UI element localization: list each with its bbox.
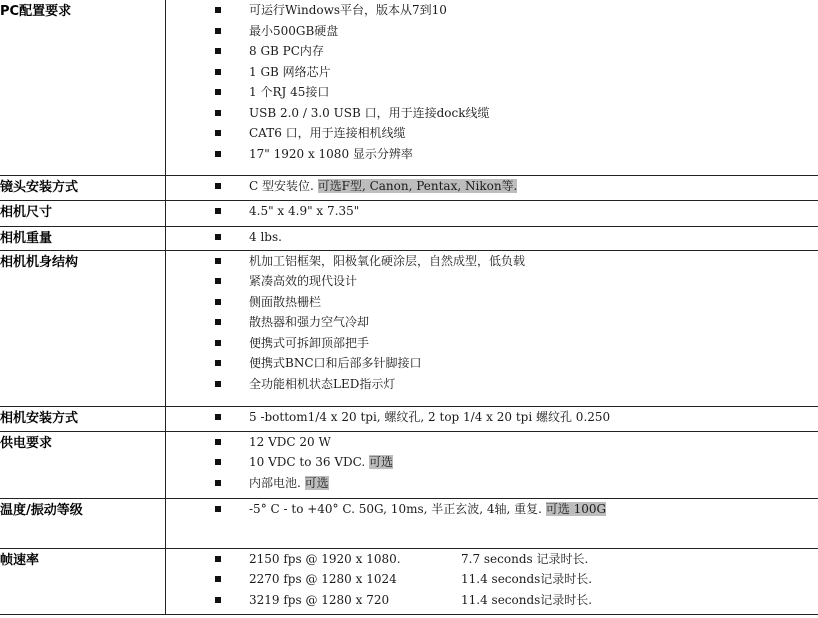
item-list	[166, 227, 818, 248]
row-label-camera-size: 相机尺寸	[0, 200, 166, 226]
spec-item: 8 GB PC内存	[166, 41, 818, 62]
spec-item	[166, 549, 818, 570]
spec-item: 4.5" x 4.9" x 7.35"	[166, 201, 818, 222]
spec-item-text: 内部电池.	[249, 475, 301, 490]
row-label-power: 供电要求	[0, 431, 166, 498]
spec-item-text: 2270 fps @ 1280 x 1024	[249, 572, 397, 586]
spec-item: 5 -bottom1/4 x 20 tpi, 螺纹孔, 2 top 1/4 x 20 tpi 螺纹孔 0.250	[166, 407, 818, 428]
row-label-body-structure: 相机机身结构	[0, 250, 166, 406]
spec-item: CAT6 口，用于连接相机线缆	[166, 123, 818, 144]
spec-item: 便携式BNC口和后部多针脚接口	[166, 353, 818, 374]
optional-highlight: 可选F型, Canon, Pentax, Nikon等.	[317, 178, 518, 193]
item-list	[166, 432, 818, 494]
spec-item-text: 3219 fps @ 1280 x 720	[249, 592, 390, 607]
row-label-camera-weight: 相机重量	[0, 226, 166, 250]
spec-item: 全功能相机状态LED指示灯	[166, 374, 818, 395]
spec-item: 1 GB 网络芯片	[166, 62, 818, 83]
row-label-lens-mount: 镜头安装方式	[0, 175, 166, 200]
spec-item-text: 10 VDC to 36 VDC.	[249, 455, 366, 469]
spec-item: 侧面散热栅栏	[166, 292, 818, 313]
spec-item	[166, 452, 818, 473]
spec-item: 散热器和强力空气冷却	[166, 312, 818, 333]
item-list	[166, 499, 818, 520]
spec-item: 可运行Windows平台，版本从7到10	[166, 0, 818, 21]
spec-item: 机加工铝框架，阳极氧化硬涂层，自然成型，低负载	[166, 251, 818, 272]
item-list	[166, 176, 818, 197]
row-label-mounting: 相机安装方式	[0, 406, 166, 431]
spec-item: 12 VDC 20 W	[166, 432, 818, 453]
spec-item	[166, 499, 818, 520]
spec-item: USB 2.0 / 3.0 USB 口，用于连接dock线缆	[166, 103, 818, 124]
spec-item	[166, 176, 818, 197]
item-list	[166, 251, 818, 395]
spec-item-text: -5° C - to +40° C. 50G, 10ms, 半正玄波, 4轴, 重复.	[249, 501, 542, 516]
optional-highlight: 可选	[369, 455, 394, 469]
optional-highlight: 可选 100G	[545, 501, 607, 516]
record-duration: 7.7 seconds 记录时长.	[461, 551, 589, 566]
spec-item: 1 个RJ 45接口	[166, 82, 818, 103]
row-label-pc: PC配置要求	[0, 0, 166, 175]
spec-item: 17" 1920 x 1080 显示分辨率	[166, 144, 818, 165]
item-list	[166, 201, 818, 222]
optional-highlight: 可选	[304, 475, 329, 490]
spec-item: 便携式可拆卸顶部把手	[166, 333, 818, 354]
spec-item	[166, 473, 818, 494]
spec-item: 最小500GB硬盘	[166, 21, 818, 42]
record-duration: 11.4 seconds记录时长.	[461, 592, 593, 607]
spec-item: 紧凑高效的现代设计	[166, 271, 818, 292]
item-list	[166, 0, 818, 164]
spec-item-text: C 型安装位.	[249, 178, 314, 193]
row-label-temp-vibration: 温度/振动等级	[0, 498, 166, 548]
row-label-frame-rate: 帧速率	[0, 548, 166, 614]
item-list	[166, 549, 818, 611]
spec-item	[166, 590, 818, 611]
record-duration: 11.4 seconds记录时长.	[461, 572, 593, 586]
spec-item: 4 lbs.	[166, 227, 818, 248]
item-list	[166, 407, 818, 428]
spec-item	[166, 569, 818, 590]
spec-item-text: 2150 fps @ 1920 x 1080.	[249, 551, 401, 566]
